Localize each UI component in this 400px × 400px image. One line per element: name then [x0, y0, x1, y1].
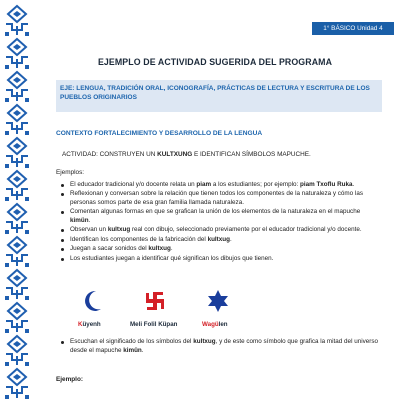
symbol-label-wagulen: Wagülen [202, 321, 228, 328]
page-title: EJEMPLO DE ACTIVIDAD SUGERIDA DEL PROGRAMA [97, 57, 333, 67]
eje-line-2: PUEBLOS ORIGINARIOS [60, 94, 137, 101]
list-item: Escuchan el significado de los símbolos del kultxug, y de este como símbolo que grafica la mitad del universo desde el mapuche kimün. [60, 338, 382, 355]
section-title: CONTEXTO FORTALECIMIENTO Y DESARROLLO DE LA LENGUA [56, 130, 263, 137]
eje-box [56, 80, 382, 112]
list-item: Los estudiantes juegan a identificar qué significan los dibujos que tienen. [60, 255, 382, 264]
decorative-border [4, 4, 30, 400]
grade-unit-badge: 1° BÁSICO Unidad 4 [312, 22, 394, 35]
mapuche-symbols [62, 290, 302, 330]
list-item: Reflexionan y conversan sobre la relación que tienen todos los componentes de la naturaleza y cómo las personas somos parte de esa gran familia llamada naturaleza. [60, 190, 382, 207]
symbol-label-kuyenh: Küyenh [78, 321, 101, 328]
activity-title [62, 151, 311, 158]
list-item: El educador tradicional y/o docente relata un piam a los estudiantes; por ejemplo: piam Txoflu Ruka. [60, 181, 382, 190]
bullet-list [60, 181, 382, 264]
ejemplo-label: Ejemplo: [56, 376, 83, 383]
eje-line-1: EJE: LENGUA, TRADICIÓN ORAL, ICONOGRAFÍA, PRÁCTICAS DE LECTURA Y ESCRITURA DE LOS [60, 85, 370, 92]
bullet-list-2 [60, 338, 382, 355]
activity-suffix: E IDENTIFICAN SÍMBOLOS MAPUCHE. [192, 151, 311, 158]
four-arm-cross-icon [144, 290, 166, 312]
crescent-moon-icon [82, 290, 102, 312]
six-point-star-icon [207, 290, 229, 312]
symbol-label-meli-folil-kupan: Meli Folil Küpan [130, 321, 178, 328]
list-item: Comentan algunas formas en que se grafican la unión de los elementos de la naturaleza en el mapuche kimün. [60, 208, 382, 225]
list-item: Juegan a sacar sonidos del kultxug. [60, 245, 382, 254]
border-pattern-icon [4, 4, 30, 400]
list-item: Identifican los componentes de la fabricación del kultxug. [60, 236, 382, 245]
activity-prefix: ACTIVIDAD: CONSTRUYEN UN [62, 151, 158, 158]
activity-kultxung: KULTXUNG [157, 151, 193, 158]
ejemplos-label: Ejemplos: [56, 169, 85, 176]
list-item: Observan un kultxug real con dibujo, seleccionado previamente por el educador tradicional y/o docente. [60, 226, 382, 235]
